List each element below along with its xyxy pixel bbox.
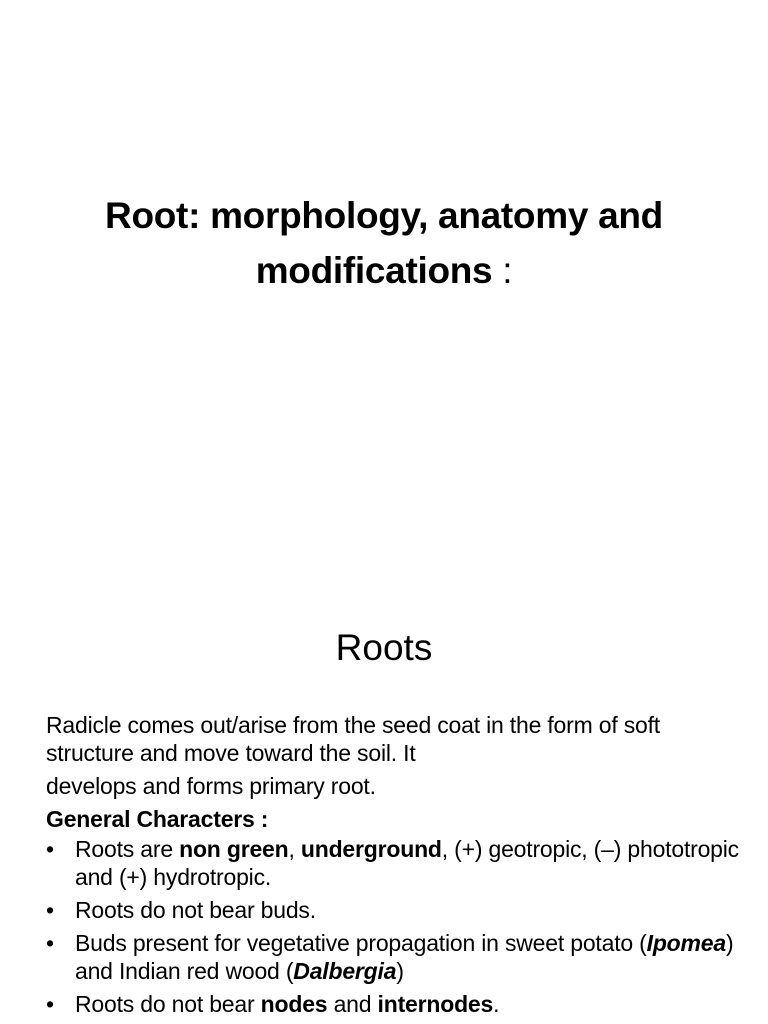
bullet-icon: • [46, 836, 54, 862]
bullet-icon: • [46, 991, 54, 1017]
text-run: Buds present for vegetative propagation in sweet potato ( [75, 930, 647, 956]
text-run: , [288, 836, 301, 862]
intro-paragraph-2: develops and forms primary root. [46, 773, 376, 799]
text-run: ) [396, 958, 404, 984]
list-item [46, 896, 746, 924]
intro-paragraph-1: Radicle comes out/arise from the seed coat in the form of soft structure and move toward the soil. It [46, 712, 661, 766]
title-colon: : [492, 250, 513, 291]
text-run: and [327, 991, 378, 1017]
list-item [46, 929, 746, 985]
general-characters-heading: General Characters : [46, 806, 269, 832]
list-item [46, 835, 746, 891]
text-run: . [493, 991, 500, 1017]
bold-term-nodes: nodes [260, 991, 328, 1017]
text-run: , (+) geotropic, (–) phototropic and (+) hydrotropic. [75, 836, 739, 890]
title-line-2: modifications [255, 250, 493, 291]
text-run: ) and Indian red wood ( [75, 930, 734, 984]
text-run: Roots are [75, 836, 180, 862]
bold-term-non-green: non green [179, 836, 289, 862]
bold-term-internodes: internodes [377, 991, 494, 1017]
characters-list [46, 835, 746, 1018]
text-run: Roots do not bear [75, 991, 261, 1017]
roots-body [46, 711, 746, 1023]
section-heading-roots: Roots [335, 627, 433, 668]
slide-title [40, 188, 728, 298]
text-run: Roots do not bear buds. [75, 897, 316, 923]
bullet-icon: • [46, 897, 54, 923]
species-dalbergia: Dalbergia [293, 958, 397, 984]
list-item [46, 990, 746, 1018]
title-line-1: Root: morphology, anatomy and [105, 195, 663, 236]
bold-term-underground: underground [300, 836, 442, 862]
species-ipomea: Ipomea [646, 930, 726, 956]
bullet-icon: • [46, 930, 54, 956]
